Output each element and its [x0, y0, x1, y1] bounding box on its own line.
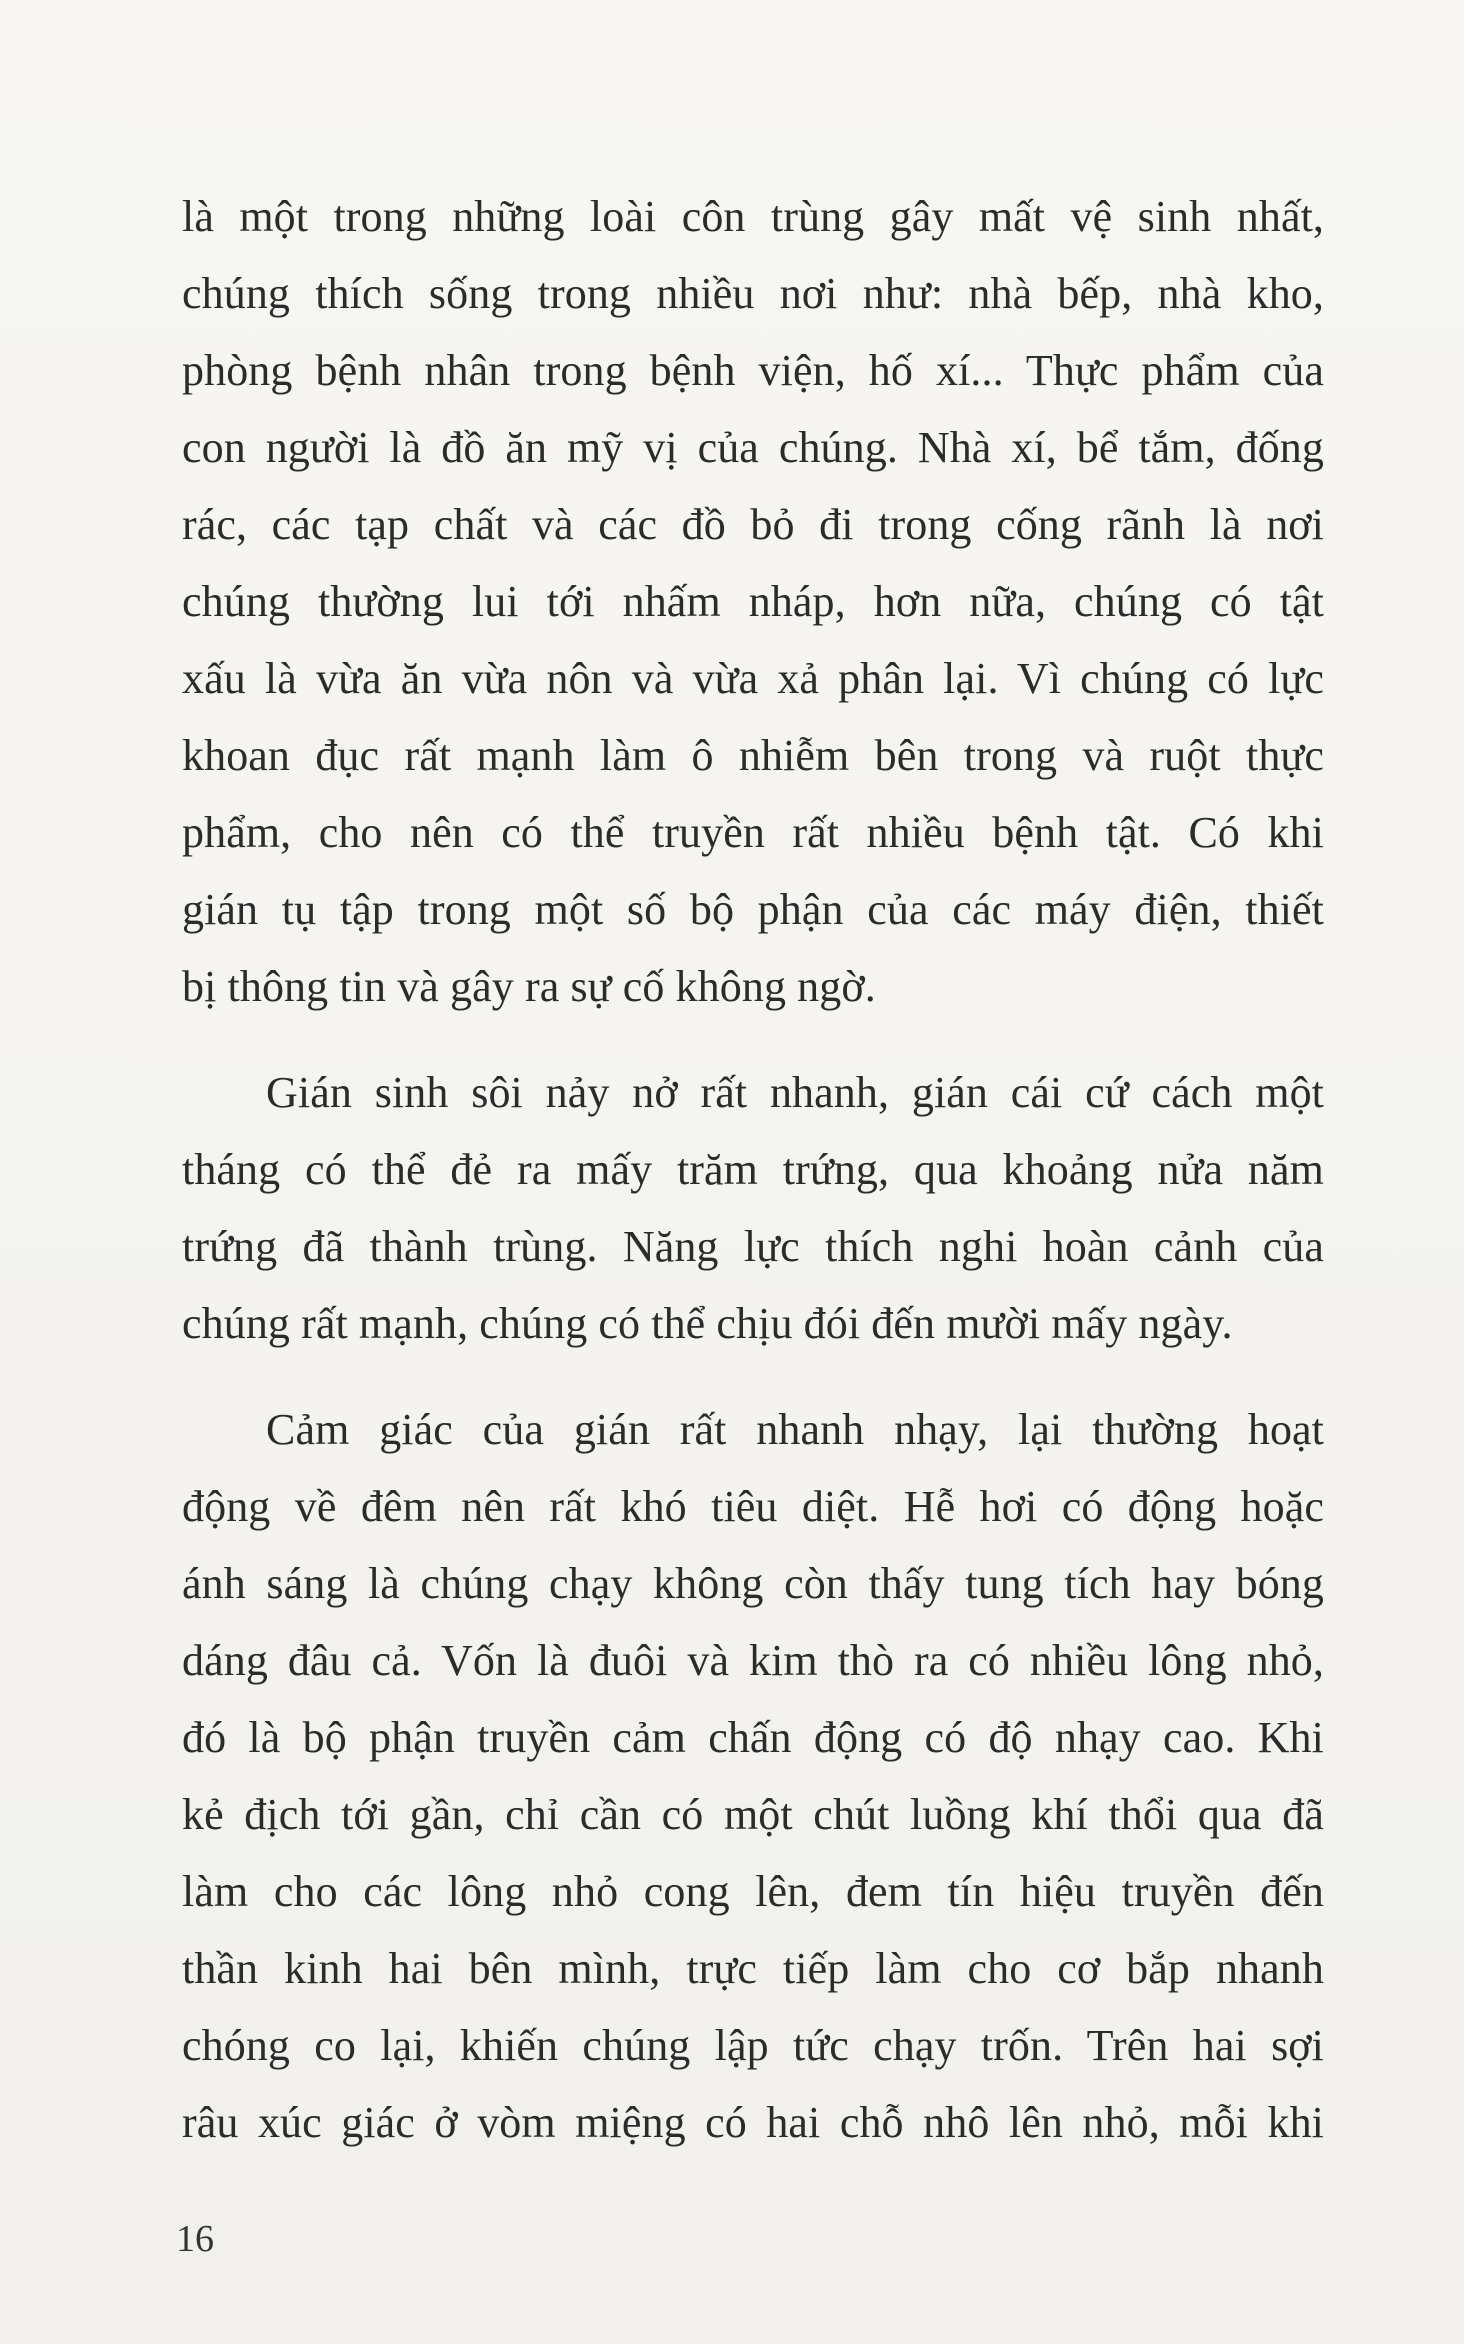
text-line: trứng đã thành trùng. Năng lực thích nghi hoàn cảnh của — [182, 1222, 1324, 1271]
text-line: phòng bệnh nhân trong bệnh viện, hố xí... Thực phẩm của — [182, 346, 1324, 395]
text-line: con người là đồ ăn mỹ vị của chúng. Nhà xí, bể tắm, đống — [182, 423, 1324, 472]
text-line: chúng rất mạnh, chúng có thể chịu đói đến mười mấy ngày. — [182, 1299, 1233, 1348]
text-line: ánh sáng là chúng chạy không còn thấy tung tích hay bóng — [182, 1559, 1324, 1608]
paragraph-1 — [182, 178, 1324, 1025]
page-number: 16 — [176, 2218, 214, 2260]
text-line: dáng đâu cả. Vốn là đuôi và kim thò ra có nhiều lông nhỏ, — [182, 1636, 1324, 1685]
text-line: làm cho các lông nhỏ cong lên, đem tín hiệu truyền đến — [182, 1867, 1324, 1916]
text-line: chóng co lại, khiến chúng lập tức chạy trốn. Trên hai sợi — [182, 2021, 1324, 2070]
text-line: tháng có thể đẻ ra mấy trăm trứng, qua khoảng nửa năm — [182, 1145, 1324, 1194]
paragraph-2 — [182, 1054, 1324, 1362]
text-line: chúng thích sống trong nhiều nơi như: nhà bếp, nhà kho, — [182, 269, 1324, 318]
text-line: khoan đục rất mạnh làm ô nhiễm bên trong và ruột thực — [182, 731, 1324, 780]
text-line: xấu là vừa ăn vừa nôn và vừa xả phân lại. Vì chúng có lực — [182, 654, 1324, 703]
body-text — [182, 178, 1324, 2161]
text-line: là một trong những loài côn trùng gây mất vệ sinh nhất, — [182, 192, 1324, 241]
text-line: gián tụ tập trong một số bộ phận của các máy điện, thiết — [182, 885, 1324, 934]
paragraph-3 — [182, 1391, 1324, 2161]
text-line: chúng thường lui tới nhấm nháp, hơn nữa, chúng có tật — [182, 577, 1324, 626]
text-line: Cảm giác của gián rất nhanh nhạy, lại thường hoạt — [266, 1405, 1324, 1454]
text-line: râu xúc giác ở vòm miệng có hai chỗ nhô lên nhỏ, mỗi khi — [182, 2098, 1324, 2147]
text-line: rác, các tạp chất và các đồ bỏ đi trong cống rãnh là nơi — [182, 500, 1324, 549]
text-line: kẻ địch tới gần, chỉ cần có một chút luồng khí thổi qua đã — [182, 1790, 1324, 1839]
text-line: động về đêm nên rất khó tiêu diệt. Hễ hơi có động hoặc — [182, 1482, 1324, 1531]
text-line: thần kinh hai bên mình, trực tiếp làm cho cơ bắp nhanh — [182, 1944, 1324, 1993]
text-line: bị thông tin và gây ra sự cố không ngờ. — [182, 962, 876, 1011]
text-line: đó là bộ phận truyền cảm chấn động có độ nhạy cao. Khi — [182, 1713, 1324, 1762]
text-line: phẩm, cho nên có thể truyền rất nhiều bệnh tật. Có khi — [182, 808, 1324, 857]
text-line: Gián sinh sôi nảy nở rất nhanh, gián cái cứ cách một — [266, 1068, 1324, 1117]
